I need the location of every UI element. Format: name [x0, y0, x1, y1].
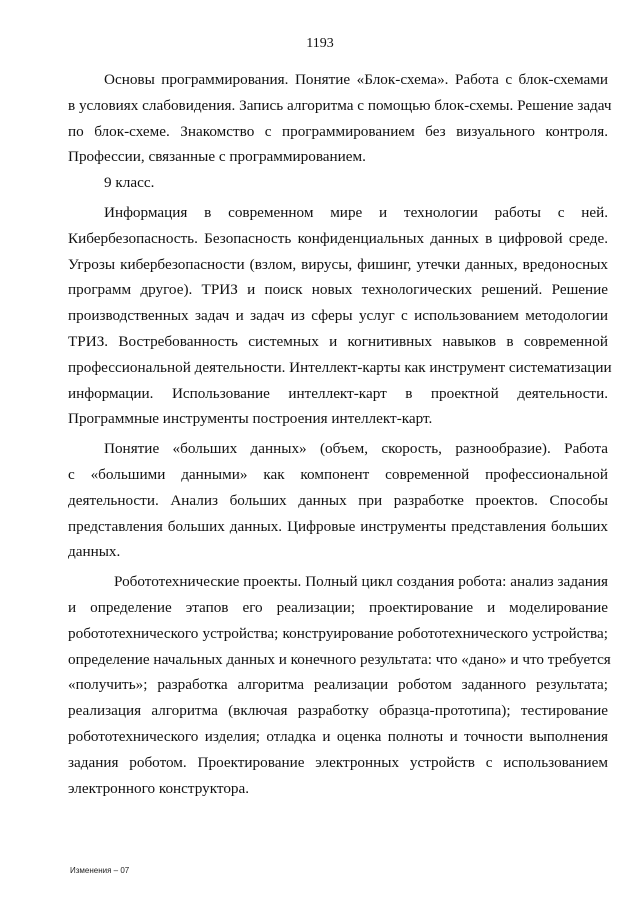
text-line: робототехнического устройства; конструирование робототехнического устройства; — [68, 624, 608, 642]
paragraph-big-data — [68, 436, 608, 565]
text-line: 9 класс. — [104, 174, 155, 192]
text-line: программ другое). ТРИЗ и поиск новых технологических решений. Решение — [68, 281, 608, 299]
page-number: 1193 — [306, 36, 334, 51]
text-line: профессиональной деятельности. Интеллект-карты как инструмент систематизации — [68, 358, 612, 376]
grade-heading — [68, 170, 608, 196]
paragraph-programming-basics — [68, 67, 612, 170]
text-line: по блок-схеме. Знакомство с программированием без визуального контроля. — [68, 122, 608, 140]
text-line: Кибербезопасность. Безопасность конфиденциальных данных в цифровой среде. — [68, 229, 608, 247]
text-line: данных. — [68, 543, 121, 561]
text-line: задания роботом. Проектирование электронных устройств с использованием — [68, 753, 608, 771]
footer-revision-note: Изменения – 07 — [70, 866, 130, 875]
text-line: Программные инструменты построения интеллект-карт. — [68, 410, 433, 428]
text-line: реализация алгоритма (включая разработку образца-прототипа); тестирование — [68, 702, 608, 720]
text-line: Основы программирования. Понятие «Блок-схема». Работа с блок-схемами — [104, 71, 608, 88]
text-line: представления больших данных. Цифровые инструменты представления больших — [68, 517, 608, 535]
text-line: Угрозы кибербезопасности (взлом, вирусы, фишинг, утечки данных, вредоносных — [68, 255, 608, 273]
text-line: деятельности. Анализ больших данных при разработке проектов. Способы — [68, 491, 608, 509]
paragraph-information-security — [68, 200, 612, 432]
document-body — [68, 67, 612, 801]
text-line: ТРИЗ. Востребованность системных и когнитивных навыков в современной — [68, 332, 608, 350]
text-line: Профессии, связанные с программированием. — [68, 148, 366, 166]
text-line: Информация в современном мире и технологии работы с ней. — [104, 203, 608, 221]
text-line: робототехнического изделия; отладка и оценка полноты и точности выполнения — [68, 727, 608, 745]
text-line: «получить»; разработка алгоритма реализации роботом заданного результата; — [68, 676, 608, 694]
text-line: Робототехнические проекты. Полный цикл создания робота: анализ задания — [114, 573, 608, 591]
paragraph-robotics-projects — [68, 569, 611, 801]
text-line: электронного конструктора. — [68, 779, 250, 797]
text-line: с «большими данными» как компонент современной профессиональной — [68, 465, 608, 483]
text-line: Понятие «больших данных» (объем, скорость, разнообразие). Работа — [104, 440, 608, 458]
text-line: информации. Использование интеллект-карт в проектной деятельности. — [68, 384, 608, 402]
text-line: в условиях слабовидения. Запись алгоритма с помощью блок-схемы. Решение задач — [68, 96, 612, 114]
text-line: определение начальных данных и конечного результата: что «дано» и что требуется — [68, 650, 611, 668]
text-line: и определение этапов его реализации; проектирование и моделирование — [68, 598, 608, 616]
text-line: производственных задач и задач из сферы услуг с использованием методологии — [68, 307, 608, 325]
